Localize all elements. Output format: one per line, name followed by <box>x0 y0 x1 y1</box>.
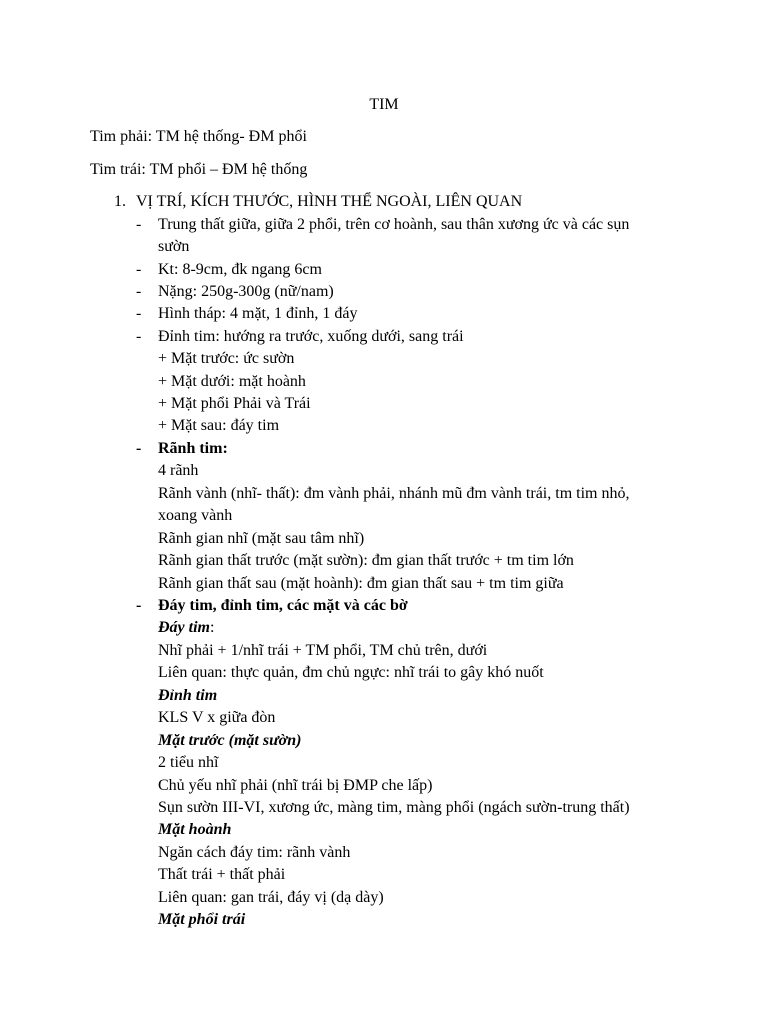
diaphragmatic-face-relations: Liên quan: gan trái, đáy vị (dạ dày) <box>158 889 384 906</box>
groove-anterior-interventricular: Rãnh gian thất trước (mặt sườn): đm gian thất trước + tm tim lớn <box>158 552 574 569</box>
groove-coronary: Rãnh vành (nhĩ- thất): đm vành phải, nhánh mũ đm vành trái, tm tim nhỏ, <box>158 485 630 502</box>
diaphragmatic-face-ventricles: Thất trái + thất phải <box>158 866 286 883</box>
bullet-shape: Hình tháp: 4 mặt, 1 đỉnh, 1 đáy <box>158 305 358 322</box>
left-pulmonary-face-subheading: Mặt phổi trái <box>158 911 246 928</box>
anterior-face-relations: Sụn sườn III-VI, xương ức, màng tim, màng phổi (ngách sườn-trung thất) <box>158 799 630 816</box>
bullet-dash: - <box>136 440 142 457</box>
anterior-face-subheading: Mặt trước (mặt sườn) <box>158 732 302 749</box>
groove-interatrial: Rãnh gian nhĩ (mặt sau tâm nhĩ) <box>158 530 365 547</box>
section-heading: VỊ TRÍ, KÍCH THƯỚC, HÌNH THỂ NGOÀI, LIÊN QUAN <box>136 193 523 210</box>
groove-coronary-continued: xoang vành <box>158 507 233 524</box>
base-apex-heading: Đáy tim, đỉnh tim, các mặt và các bờ <box>158 597 408 614</box>
apex-location: KLS V x giữa đòn <box>158 709 276 726</box>
face-anterior: + Mặt trước: ức sườn <box>158 350 295 367</box>
diaphragmatic-face-separation: Ngăn cách đáy tim: rãnh vành <box>158 844 351 861</box>
groove-posterior-interventricular: Rãnh gian thất sau (mặt hoành): đm gian thất sau + tm tim giữa <box>158 575 564 592</box>
bullet-dash: - <box>136 283 142 300</box>
base-subheading-line <box>158 618 214 638</box>
diaphragmatic-face-subheading: Mặt hoành <box>158 821 232 838</box>
bullet-dash: - <box>136 305 142 322</box>
document-title: TIM <box>369 96 399 113</box>
bullet-dash: - <box>136 261 142 278</box>
bullet-position-continued: sườn <box>158 238 190 255</box>
face-posterior: + Mặt sau: đáy tim <box>158 417 280 434</box>
intro-line-right-heart: Tim phải: TM hệ thống- ĐM phổi <box>90 128 307 145</box>
base-composition: Nhĩ phải + 1/nhĩ trái + TM phổi, TM chủ trên, dưới <box>158 642 488 659</box>
bullet-apex: Đỉnh tim: hướng ra trước, xuống dưới, sang trái <box>158 328 464 345</box>
intro-line-left-heart: Tim trái: TM phổi – ĐM hệ thống <box>90 161 308 178</box>
anterior-face-main: Chủ yếu nhĩ phải (nhĩ trái bị ĐMP che lấp) <box>158 777 433 794</box>
base-relations: Liên quan: thực quản, đm chủ ngực: nhĩ trái to gây khó nuốt <box>158 664 544 681</box>
face-pulmonary: + Mặt phổi Phải và Trái <box>158 395 311 412</box>
bullet-size: Kt: 8-9cm, đk ngang 6cm <box>158 261 322 278</box>
bullet-position: Trung thất giữa, giữa 2 phổi, trên cơ hoành, sau thân xương ức và các sụn <box>158 216 630 233</box>
bullet-dash: - <box>136 328 142 345</box>
bullet-weight: Nặng: 250g-300g (nữ/nam) <box>158 283 334 300</box>
apex-subheading: Đỉnh tim <box>158 687 218 704</box>
grooves-heading: Rãnh tim: <box>158 440 228 457</box>
section-number: 1. <box>114 193 126 210</box>
grooves-count: 4 rãnh <box>158 462 199 479</box>
base-subheading-colon: : <box>210 619 215 636</box>
bullet-dash: - <box>136 597 142 614</box>
base-subheading: Đáy tim <box>158 619 210 636</box>
face-inferior: + Mặt dưới: mặt hoành <box>158 373 306 390</box>
anterior-face-auricles: 2 tiểu nhĩ <box>158 754 219 771</box>
bullet-dash: - <box>136 216 142 233</box>
